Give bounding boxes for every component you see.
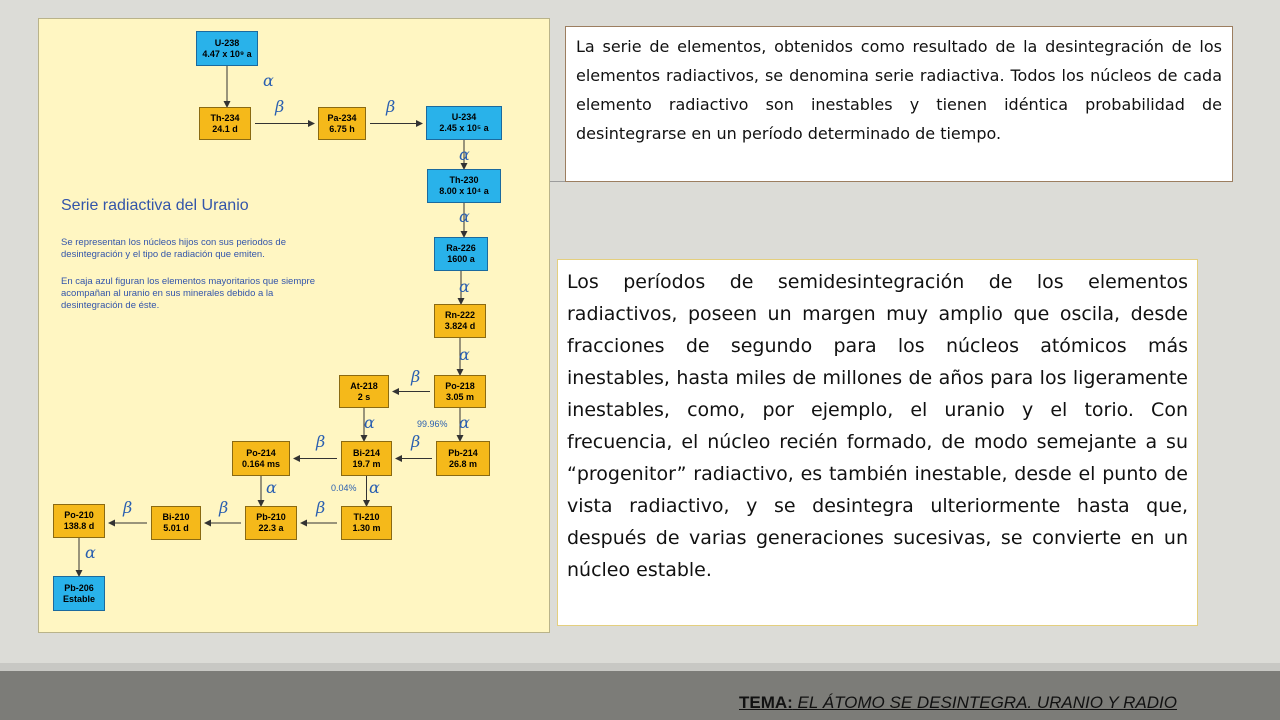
nuclide-period: 2.45 x 10⁵ a: [439, 123, 489, 133]
diagram-description-1: Se representan los núcleos hijos con sus periodos de desintegración y el tipo de radiación que emiten.: [61, 237, 286, 260]
nuclide-period: 1600 a: [447, 254, 475, 264]
nuclide-rn222: [434, 304, 486, 338]
nuclide-name: Th-230: [449, 175, 479, 185]
nuclide-po210: [53, 504, 105, 538]
nuclide-tl210: [341, 506, 392, 540]
nuclide-name: Pa-234: [327, 112, 357, 123]
diagram-description-2: En caja azul figuran los elementos mayoritarios que siempre acompañan al uranio en sus minerales debido a la desintegración de éste.: [61, 276, 315, 311]
nuclide-name: Th-234: [210, 112, 240, 123]
diagram-title: Serie radiactiva del Uranio: [61, 197, 249, 214]
decay-label-alpha: α: [364, 413, 375, 432]
nuclide-period: 0.164 ms: [241, 458, 281, 469]
footer-topic-text: EL ÁTOMO SE DESINTEGRA. URANIO Y RADIO: [792, 693, 1177, 712]
nuclide-name: Rn-222: [444, 310, 475, 320]
text-box-half-life: Los períodos de semidesintegración de los elementos radiactivos, poseen un margen muy amplio que oscila, desde fracciones de segundo para los núcleos atómicos más inestables, hasta miles de millones de años para los ligeramente inestables, como, por ejemplo, el uranio y el torio. Con frecuencia, el núcleo recién formado, de modo semejante a su “progenitor” radiactivo, es también inestable, desde el punto de vista radiactivo, y se desintegra ulteriormente hasta que, después de varias generaciones sucesivas, se convierte en un núcleo estable.: [557, 259, 1198, 626]
nuclide-period: 6.75 h: [329, 123, 355, 134]
nuclide-bi214: [341, 441, 392, 476]
nuclide-th230: [427, 169, 501, 203]
nuclide-name: U-238: [214, 37, 240, 48]
footer-topic: [739, 693, 1177, 713]
nuclide-period: Estable: [62, 593, 95, 604]
nuclide-period: 5.01 d: [163, 523, 189, 533]
nuclide-period: 3.824 d: [444, 321, 476, 331]
nuclide-pb206: [53, 576, 105, 611]
nuclide-po214: [232, 441, 290, 476]
nuclide-at218: [339, 375, 389, 408]
nuclide-name: Bi-214: [352, 447, 380, 458]
footer-bar: [0, 671, 1280, 720]
nuclide-period: 2 s: [357, 391, 371, 402]
nuclide-pb210: [245, 506, 297, 540]
decay-label-alpha: α: [459, 345, 470, 364]
nuclide-name: Pb-214: [448, 447, 478, 458]
nuclide-pa234: [318, 107, 366, 140]
decay-label-beta: β: [275, 97, 285, 116]
decay-label-beta: β: [411, 432, 421, 451]
decay-label-alpha: α: [459, 207, 470, 226]
nuclide-name: Po-218: [445, 380, 475, 391]
nuclide-period: 1.30 m: [352, 523, 381, 533]
nuclide-bi210: [151, 506, 201, 540]
nuclide-period: 26.8 m: [448, 458, 478, 469]
decay-series-figure: [38, 18, 550, 633]
nuclide-period: 19.7 m: [352, 458, 381, 469]
decay-label-beta: β: [411, 367, 421, 386]
nuclide-period: 24.1 d: [212, 123, 238, 134]
text-box-series-definition: La serie de elementos, obtenidos como resultado de la desintegración de los elementos radiactivos, se denomina serie radiactiva. Todos los núcleos de cada elemento radiactivo son inestables y tienen idéntica probabilidad de desintegrarse en un período determinado de tiempo.: [565, 26, 1233, 182]
nuclide-name: Ra-226: [446, 243, 476, 253]
decay-label-alpha: α: [263, 71, 274, 90]
decay-label-alpha: α: [459, 145, 470, 164]
nuclide-name: U-234: [451, 112, 477, 122]
nuclide-name: Po-214: [246, 447, 276, 458]
decay-label-alpha: α: [266, 478, 277, 497]
decay-label-beta: β: [316, 432, 326, 451]
nuclide-name: Pb-210: [256, 512, 286, 522]
decay-label-beta: β: [316, 498, 326, 517]
nuclide-u234: [426, 106, 502, 140]
nuclide-name: At-218: [350, 380, 378, 391]
nuclide-period: 3.05 m: [445, 391, 475, 402]
nuclide-name: Tl-210: [353, 512, 380, 522]
decay-label-alpha: α: [459, 277, 470, 296]
callout-connector: [550, 181, 566, 182]
nuclide-th234: [199, 107, 251, 140]
nuclide-pb214: [436, 441, 490, 476]
nuclide-name: Bi-210: [162, 512, 190, 522]
nuclide-u238: [196, 31, 258, 66]
nuclide-period: 8.00 x 10⁴ a: [439, 186, 489, 196]
branch-percent: 0.04%: [331, 483, 357, 493]
decay-label-alpha: α: [459, 413, 470, 432]
decay-label-beta: β: [386, 97, 396, 116]
nuclide-name: Po-210: [64, 510, 94, 520]
nuclide-period: 138.8 d: [63, 521, 95, 531]
decay-label-beta: β: [219, 498, 229, 517]
nuclide-period: 4.47 x 10⁹ a: [202, 48, 252, 59]
footer-divider: [0, 663, 1280, 671]
nuclide-name: Pb-206: [64, 582, 94, 593]
nuclide-ra226: [434, 237, 488, 271]
nuclide-period: 22.3 a: [258, 523, 284, 533]
branch-percent: 99.96%: [417, 419, 448, 429]
nuclide-po218: [434, 375, 486, 408]
decay-label-alpha: α: [369, 478, 380, 497]
decay-label-alpha: α: [85, 543, 96, 562]
footer-label: TEMA:: [739, 693, 793, 712]
decay-label-beta: β: [123, 498, 133, 517]
